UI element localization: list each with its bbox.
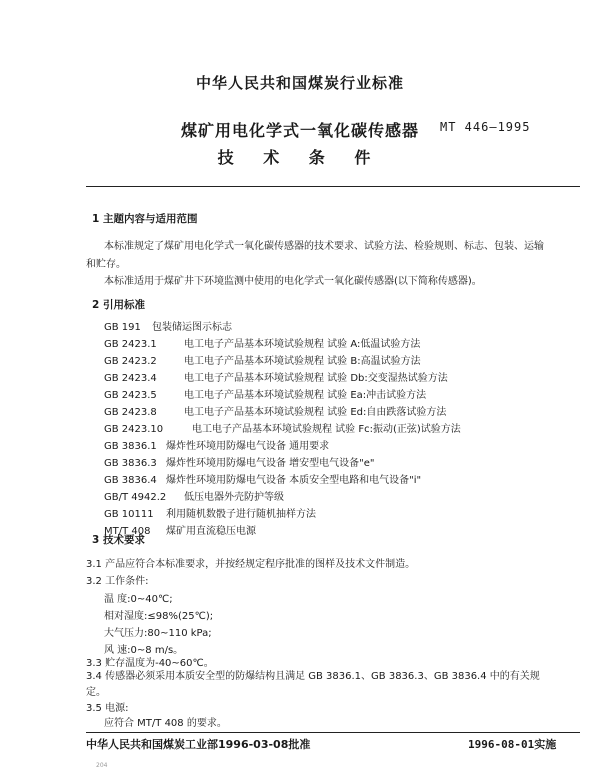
approval-line: 中华人民共和国煤炭工业部1996-03-08批准 — [86, 738, 311, 751]
reference-item — [104, 437, 329, 452]
reference-code: GB 3836.4 — [104, 475, 157, 486]
section-1-para-1-line-2: 和贮存。 — [86, 259, 126, 270]
reference-code: MT/T 408 — [104, 526, 151, 537]
reference-code: GB 10111 — [104, 509, 154, 520]
reference-title: 包装储运图示标志 — [152, 322, 232, 333]
header-divider — [86, 186, 580, 187]
item-3-3: 3.3 贮存温度为-40~60℃。 — [86, 658, 214, 669]
standard-org-header: 中华人民共和国煤炭行业标准 — [195, 74, 404, 92]
section-1-para-2: 本标准适用于煤矿井下环境监测中使用的电化学式一氧化碳传感器(以下简称传感器)。 — [104, 276, 482, 287]
document-subtitle: 技 术 条 件 — [217, 148, 383, 167]
reference-code: GB 2423.5 — [104, 390, 157, 401]
reference-code: GB 2423.8 — [104, 407, 157, 418]
item-3-1: 3.1 产品应符合本标准要求，并按经规定程序批准的图样及技术文件制造。 — [86, 559, 416, 570]
document-title: 煤矿用电化学式一氧化碳传感器 — [180, 121, 419, 140]
reference-item — [104, 471, 421, 486]
reference-title: 爆炸性环境用防爆电气设备 本质安全型电路和电气设备"i" — [166, 475, 422, 486]
reference-title: 爆炸性环境用防爆电气设备 增安型电气设备"e" — [166, 458, 375, 469]
item-3-4-line-2: 定。 — [86, 687, 106, 698]
reference-title: 低压电器外壳防护等级 — [184, 492, 284, 503]
reference-title: 利用随机数骰子进行随机抽样方法 — [166, 509, 316, 520]
reference-item — [104, 454, 375, 469]
reference-title: 电工电子产品基本环境试验规程 试验 Fc:振动(正弦)试验方法 — [192, 424, 461, 435]
section-1-heading: 1 主题内容与适用范围 — [92, 213, 198, 225]
reference-code: GB 2423.10 — [104, 424, 164, 435]
condition-wind-speed: 风 速:0~8 m/s。 — [104, 645, 184, 656]
section-1-para-1-line-1: 本标准规定了煤矿用电化学式一氧化碳传感器的技术要求、试验方法、检验规则、标志、包装、运输 — [104, 241, 544, 252]
reference-item — [104, 352, 421, 367]
item-3-4-line-1: 3.4 传感器必须采用本质安全型的防爆结构且满足 GB 3836.1、GB 3836.3、GB 3836.4 中的有关规 — [86, 671, 540, 682]
reference-title: 电工电子产品基本环境试验规程 试验 Ea:冲击试验方法 — [184, 390, 427, 401]
condition-humidity: 相对湿度:≤98%(25℃); — [104, 611, 214, 622]
item-3-5: 3.5 电源: — [86, 703, 129, 714]
condition-pressure: 大气压力:80~110 kPa; — [104, 628, 212, 639]
reference-code: GB 2423.2 — [104, 356, 157, 367]
reference-item — [104, 488, 284, 503]
reference-title: 电工电子产品基本环境试验规程 试验 B:高温试验方法 — [184, 356, 421, 367]
reference-item — [104, 369, 448, 384]
footer-divider — [86, 732, 580, 733]
reference-title: 煤矿用直流稳压电源 — [166, 526, 256, 537]
reference-code: GB 2423.1 — [104, 339, 157, 350]
section-2-heading: 2 引用标准 — [92, 299, 145, 311]
section-3-heading: 3 技术要求 — [92, 534, 145, 546]
item-3-5-text: 应符合 MT/T 408 的要求。 — [104, 718, 227, 729]
reference-title: 电工电子产品基本环境试验规程 试验 A:低温试验方法 — [184, 339, 421, 350]
reference-title: 电工电子产品基本环境试验规程 试验 Db:交变湿热试验方法 — [184, 373, 448, 384]
condition-temperature: 温 度:0~40℃; — [104, 594, 173, 605]
standard-number: MT 446—1995 — [440, 120, 531, 134]
reference-item — [104, 420, 461, 435]
reference-item — [104, 403, 446, 418]
reference-code: GB 3836.3 — [104, 458, 157, 469]
effective-date: 1996-08-01实施 — [468, 738, 557, 751]
page-number: 204 — [96, 762, 108, 769]
reference-title: 电工电子产品基本环境试验规程 试验 Ed:自由跌落试验方法 — [184, 407, 447, 418]
reference-code: GB 2423.4 — [104, 373, 157, 384]
reference-item — [104, 386, 426, 401]
reference-code: GB/T 4942.2 — [104, 492, 167, 503]
reference-item — [104, 505, 316, 520]
reference-item — [104, 335, 420, 350]
reference-code: GB 3836.1 — [104, 441, 157, 452]
reference-item — [104, 318, 232, 333]
reference-title: 爆炸性环境用防爆电气设备 通用要求 — [166, 441, 330, 452]
item-3-2: 3.2 工作条件: — [86, 576, 149, 587]
reference-code: GB 191 — [104, 322, 141, 333]
